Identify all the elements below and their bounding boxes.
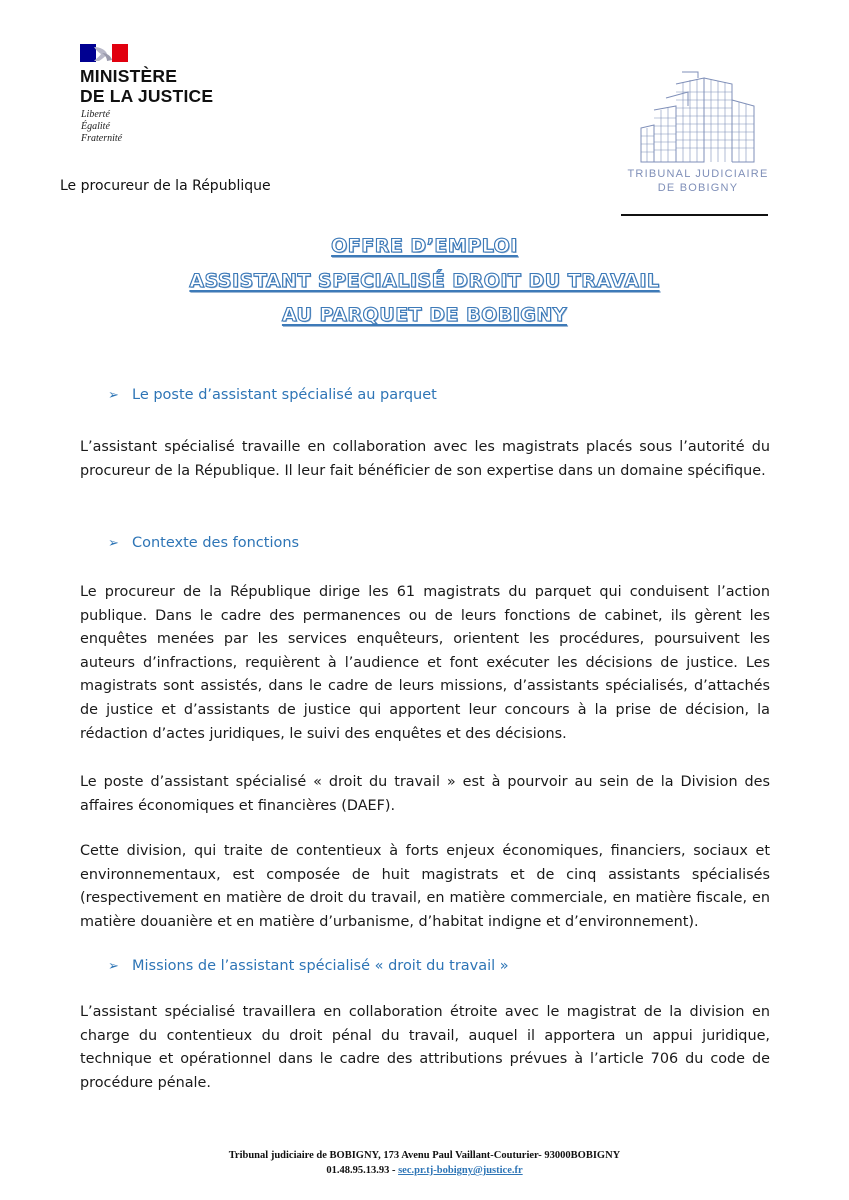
footer-address: Tribunal judiciaire de BOBIGNY, 173 Avenu Paul Vaillant-Couturier- 93000BOBIGNY — [228, 1150, 621, 1161]
footer-contact: 01.48.95.13.93 - sec.pr.tj-bobigny@justice.fr — [326, 1165, 523, 1176]
arrowhead-bullet-icon: ➢ — [108, 536, 119, 551]
paragraph-contexte-1: Le procureur de la République dirige les 61 magistrats du parquet qui conduisent l’action publique. Dans le cadre des permanences ou de leurs fonctions de cabinet, ils gèrent les enquêtes menées par les services enquêteurs, orientent les procédures, poursuivent les auteurs d’infractions, requièrent à l’audience et font exécuter les décisions de justice. Les magistrats sont assistés, dans le cadre de leurs missions, d’assistants spécialisés, d’attachés de justice et d’assistants de justice qui apportent leur concours à la prise de décision, la rédaction d’actes juridiques, le suivi des enquêtes et des décisions. — [80, 584, 770, 742]
section-heading-missions: ➢ Missions de l’assistant spécialisé « droit du travail » — [108, 958, 509, 974]
ministry-name: MINISTÈRE DE LA JUSTICE — [80, 66, 214, 106]
paragraph-missions: L’assistant spécialisé travaillera en collaboration étroite avec le magistrat de la division en charge du contentieux du droit pénal du travail, auquel il apportera un appui juridique, technique et opérationnel dans le cadre des attributions prévues à l’article 706 du code de procédure pénale. — [80, 1004, 770, 1091]
author-line: Le procureur de la République — [60, 178, 271, 194]
republic-motto: Liberté Égalité Fraternité — [81, 109, 123, 144]
title-line-1: OFFRE D’EMPLOI — [331, 235, 518, 257]
paragraph-contexte-3: Cette division, qui traite de contentieux à forts enjeux économiques, financiers, sociaux et environnementaux, est composée de huit magistrats et de cinq assistants spécialisés (respectivement en matière de droit du travail, en matière commerciale, en matière fiscale, en matière douanière et en matière d’urbanisme, d’habitat indigne et d’environnement). — [80, 843, 770, 930]
footer-email-link[interactable]: sec.pr.tj-bobigny@justice.fr — [398, 1165, 523, 1176]
marianne-flag-logo — [80, 44, 128, 62]
title-line-3: AU PARQUET DE BOBIGNY — [281, 304, 568, 326]
tribunal-name: TRIBUNAL JUDICIAIRE DE BOBIGNY — [627, 168, 769, 194]
job-offer-title — [0, 229, 849, 333]
section-heading-poste: ➢ Le poste d’assistant spécialisé au parquet — [108, 387, 437, 403]
arrowhead-bullet-icon: ➢ — [108, 388, 119, 403]
header-rule — [621, 214, 768, 216]
tribunal-building-logo — [636, 70, 760, 165]
paragraph-contexte-2: Le poste d’assistant spécialisé « droit du travail » est à pourvoir au sein de la Division des affaires économiques et financières (DAEF). — [80, 774, 770, 814]
section-heading-contexte: ➢ Contexte des fonctions — [108, 535, 300, 551]
paragraph-poste: L’assistant spécialisé travaille en collaboration avec les magistrats placés sous l’autorité du procureur de la République. Il leur fait bénéficier de son expertise dans un domaine spécifique. — [80, 439, 770, 479]
title-line-2: ASSISTANT SPECIALISÉ DROIT DU TRAVAIL — [189, 269, 660, 292]
page-footer — [0, 1148, 849, 1178]
arrowhead-bullet-icon: ➢ — [108, 959, 119, 974]
